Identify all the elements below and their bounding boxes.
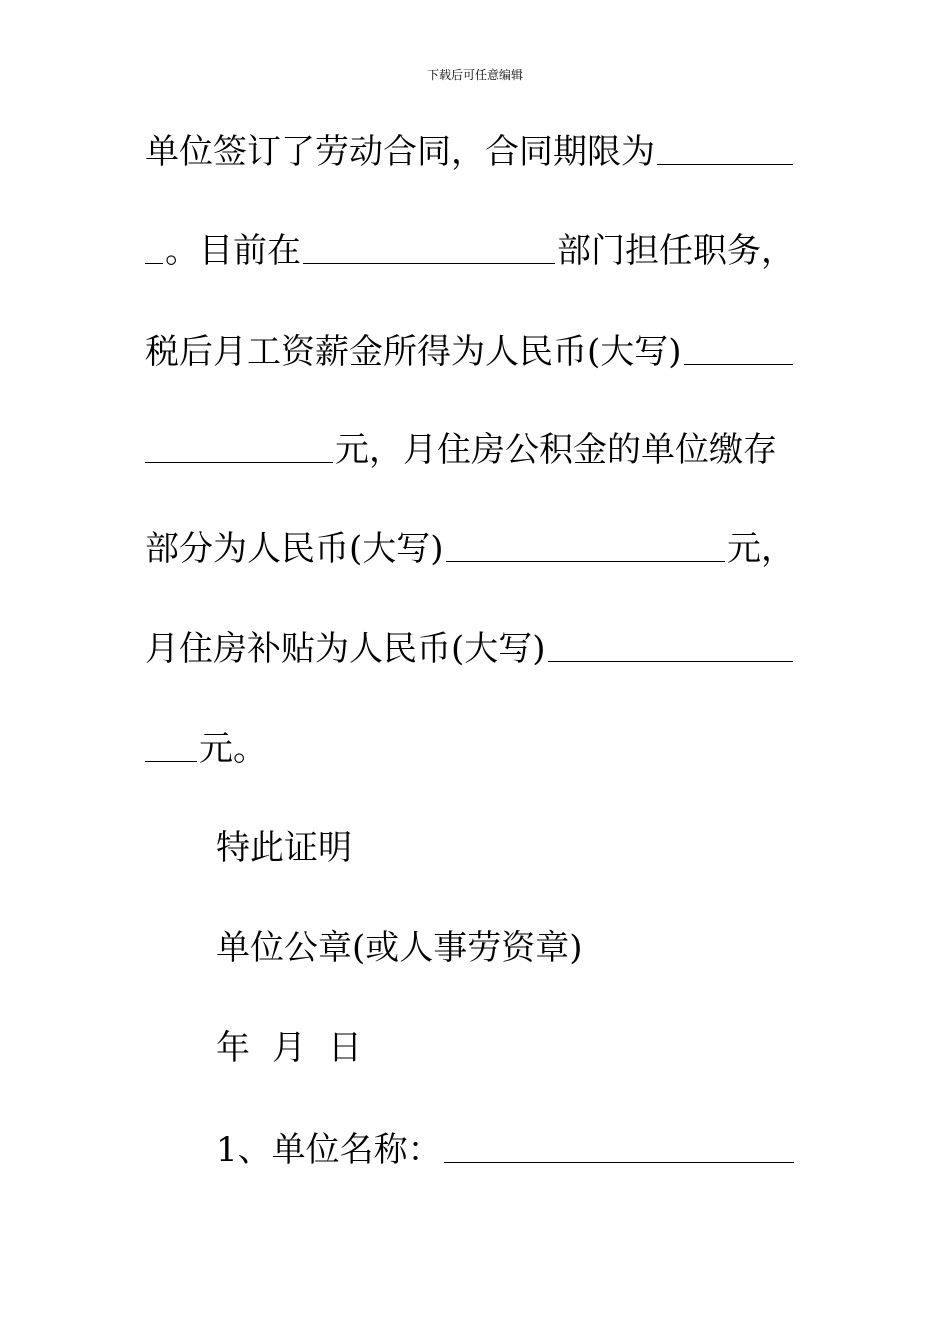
- housing-subsidy-blank[interactable]: [548, 631, 793, 662]
- body-line-4: [145, 428, 795, 472]
- date-month: 月: [272, 1028, 306, 1068]
- page-header-caption: 下载后可任意编辑: [426, 68, 523, 82]
- salary-intro-text: 税后月工资薪金所得为人民币(大写): [145, 332, 682, 372]
- body-line-7: [145, 727, 795, 771]
- contract-period-blank[interactable]: [657, 134, 793, 165]
- certify-line: [216, 826, 796, 870]
- salary-blank-cont[interactable]: [145, 432, 333, 463]
- body-line-2: [145, 229, 795, 273]
- salary-blank[interactable]: [684, 334, 793, 365]
- body-line-1: [145, 130, 795, 174]
- housing-subsidy-blank-cont[interactable]: [145, 731, 197, 762]
- body-line-3: [145, 330, 795, 374]
- position-text: 部门担任职务，: [557, 231, 795, 271]
- housing-subsidy-unit-text: 元。: [199, 729, 267, 769]
- date-line: [216, 1026, 796, 1070]
- unit-name-line: [216, 1128, 796, 1172]
- contract-period-blank-cont[interactable]: [145, 233, 163, 264]
- housing-fund-intro-text: 元，月住房公积金的单位缴存: [335, 430, 777, 470]
- department-intro-text: 。目前在: [165, 231, 301, 271]
- seal-line: [216, 926, 796, 970]
- unit-name-label: 1、单位名称：: [216, 1130, 442, 1170]
- unit-name-blank[interactable]: [444, 1132, 794, 1163]
- certify-text: 特此证明: [216, 828, 352, 868]
- contract-period-text: 单位签订了劳动合同，合同期限为: [145, 132, 655, 172]
- department-blank[interactable]: [303, 233, 555, 264]
- housing-fund-unit-text: 元，: [727, 529, 795, 569]
- seal-text: 单位公章(或人事劳资章): [216, 928, 583, 968]
- date-day: 日: [328, 1028, 362, 1068]
- housing-subsidy-text: 月住房补贴为人民币(大写): [145, 629, 546, 669]
- body-line-6: [145, 627, 795, 671]
- housing-fund-blank[interactable]: [446, 531, 725, 562]
- body-line-5: [145, 527, 795, 571]
- housing-fund-amount-text: 部分为人民币(大写): [145, 529, 444, 569]
- date-year: 年: [216, 1028, 250, 1068]
